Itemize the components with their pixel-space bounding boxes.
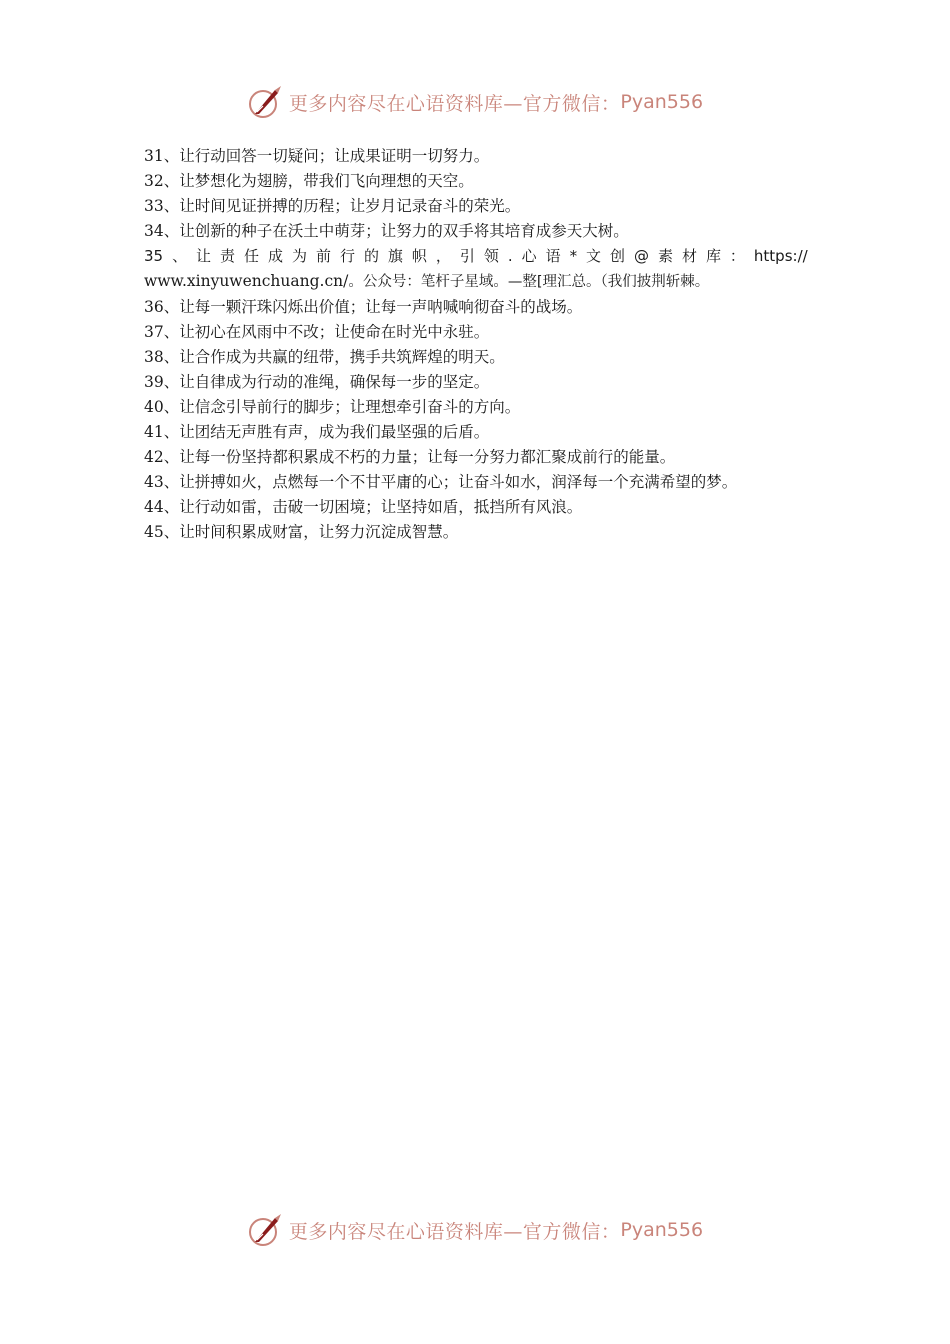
list-item-35-char: 文 [586, 247, 602, 265]
list-item: 40、让信念引导前行的脚步；让理想牵引奋斗的方向。 [144, 398, 521, 416]
list-item: 32、让梦想化为翅膀，带我们飞向理想的天空。 [144, 172, 474, 190]
list-item-35-char: 的 [363, 247, 379, 265]
list-item-35-char: 语 [545, 247, 561, 265]
quill-pen-logo-icon [247, 84, 283, 120]
list-item-35-char: 35 [144, 247, 164, 265]
footer-wechat-id: Pyan556 [620, 1219, 704, 1241]
list-item-35-char: 让 [196, 247, 212, 265]
list-item-35-char: * [569, 247, 578, 265]
list-item-35-url: www.xinyuwenchuang.cn/ [144, 272, 349, 290]
list-item: 45、让时间积累成财富，让努力沉淀成智慧。 [144, 523, 459, 541]
header-banner [0, 80, 950, 124]
list-item-35-second-line [144, 269, 808, 295]
list-item: 34、让创新的种子在沃土中萌芽；让努力的双手将其培育成参天大树。 [144, 222, 629, 240]
list-item-35-char: @ [634, 247, 649, 265]
list-item-35-char: ： [729, 247, 745, 265]
document-body [144, 144, 808, 545]
list-item-35-char: 心 [521, 247, 537, 265]
list-item: 43、让拼搏如火，点燃每一个不甘平庸的心；让奋斗如水，润泽每一个充满希望的梦。 [144, 473, 738, 491]
list-item-35-char: 前 [315, 247, 331, 265]
list-item-35-char: 库 [705, 247, 721, 265]
list-item-35-char: 为 [291, 247, 307, 265]
list-item-35-char: . [507, 247, 513, 265]
list-item: 37、让初心在风雨中不改；让使命在时光中永驻。 [144, 323, 490, 341]
list-item: 33、让时间见证拼搏的历程；让岁月记录奋斗的荣光。 [144, 197, 521, 215]
list-item-35-char: 领 [483, 247, 499, 265]
quill-pen-logo-icon [247, 1212, 283, 1248]
list-item: 41、让团结无声胜有声，成为我们最坚强的后盾。 [144, 423, 490, 441]
footer-slogan: 更多内容尽在心语资料库—官方微信： [288, 1220, 621, 1243]
list-item-35-first-line [144, 244, 808, 269]
list-item: 42、让每一份坚持都积累成不朽的力量；让每一分努力都汇聚成前行的能量。 [144, 448, 676, 466]
list-item-35-char: 任 [244, 247, 260, 265]
list-item-35-char: 素 [657, 247, 673, 265]
list-item-35-char: 旗 [387, 247, 403, 265]
header-slogan: 更多内容尽在心语资料库—官方微信： [288, 92, 621, 115]
list-item: 31、让行动回答一切疑问；让成果证明一切努力。 [144, 147, 490, 165]
list-item-35-char: 创 [610, 247, 626, 265]
list-item-35-char: https:// [753, 247, 808, 265]
list-item: 38、让合作成为共赢的纽带，携手共筑辉煌的明天。 [144, 348, 505, 366]
list-item-35-char: 行 [339, 247, 355, 265]
list-item-35-char: 成 [268, 247, 284, 265]
list-item-35-char: 引 [459, 247, 475, 265]
header-wechat-id: Pyan556 [620, 91, 704, 113]
list-item-35-char: 帜 [411, 247, 427, 265]
list-item-35-char: 、 [172, 247, 188, 265]
list-item-35-tail: 。公众号：笔杆子星域。—整[理汇总。（我们披荆斩棘。 [348, 274, 710, 290]
list-item-35-char: 责 [220, 247, 236, 265]
list-item-35-char: ， [435, 247, 451, 265]
footer-banner [0, 1208, 950, 1252]
list-item: 39、让自律成为行动的准绳，确保每一步的坚定。 [144, 373, 490, 391]
list-item-35-char: 材 [681, 247, 697, 265]
list-item: 44、让行动如雷，击破一切困境；让坚持如盾，抵挡所有风浪。 [144, 498, 583, 516]
list-item: 36、让每一颗汗珠闪烁出价值；让每一声呐喊响彻奋斗的战场。 [144, 298, 583, 316]
list-item-35 [144, 244, 808, 295]
